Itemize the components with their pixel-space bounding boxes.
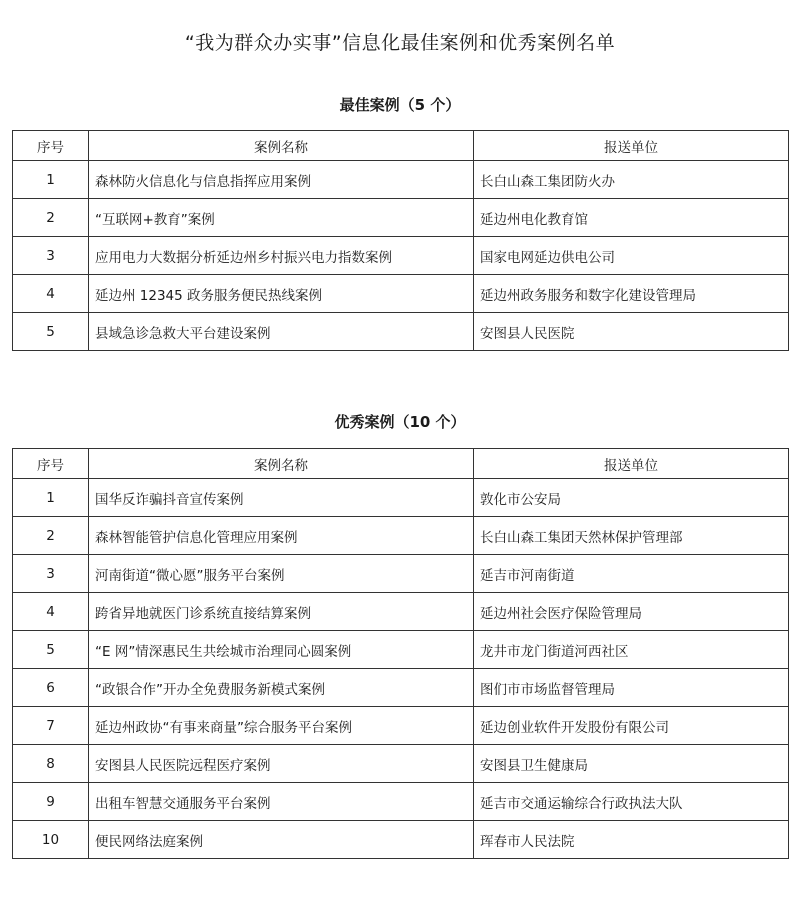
row-no: 6 bbox=[13, 669, 89, 707]
header-name: 案例名称 bbox=[89, 131, 474, 161]
row-no: 3 bbox=[13, 555, 89, 593]
table-row bbox=[13, 821, 789, 859]
table-row bbox=[13, 593, 789, 631]
table-row bbox=[13, 555, 789, 593]
row-unit: 长白山森工集团防火办 bbox=[474, 161, 789, 199]
row-unit: 延边州社会医疗保险管理局 bbox=[474, 593, 789, 631]
row-no: 3 bbox=[13, 237, 89, 275]
excellent-cases-heading: 优秀案例（10 个） bbox=[334, 413, 466, 431]
row-unit: 国家电网延边供电公司 bbox=[474, 237, 789, 275]
row-unit: 延吉市河南街道 bbox=[474, 555, 789, 593]
row-no: 2 bbox=[13, 517, 89, 555]
table-row bbox=[13, 745, 789, 783]
row-no: 5 bbox=[13, 313, 89, 351]
row-case-name: 跨省异地就医门诊系统直接结算案例 bbox=[89, 593, 474, 631]
row-case-name: 应用电力大数据分析延边州乡村振兴电力指数案例 bbox=[89, 237, 474, 275]
row-unit: 珲春市人民法院 bbox=[474, 821, 789, 859]
row-no: 2 bbox=[13, 199, 89, 237]
table-row bbox=[13, 669, 789, 707]
row-case-name: 延边州政协“有事来商量”综合服务平台案例 bbox=[89, 707, 474, 745]
header-no: 序号 bbox=[13, 131, 89, 161]
row-unit: 延边州政务服务和数字化建设管理局 bbox=[474, 275, 789, 313]
header-no: 序号 bbox=[13, 449, 89, 479]
table-row bbox=[13, 479, 789, 517]
row-case-name: 国华反诈骗抖音宣传案例 bbox=[89, 479, 474, 517]
row-case-name: 县域急诊急救大平台建设案例 bbox=[89, 313, 474, 351]
table-row bbox=[13, 313, 789, 351]
row-no: 4 bbox=[13, 275, 89, 313]
row-no: 8 bbox=[13, 745, 89, 783]
row-unit: 敦化市公安局 bbox=[474, 479, 789, 517]
row-case-name: 森林防火信息化与信息指挥应用案例 bbox=[89, 161, 474, 199]
table-row bbox=[13, 161, 789, 199]
table-header-row bbox=[13, 131, 789, 161]
row-unit: 延边创业软件开发股份有限公司 bbox=[474, 707, 789, 745]
row-case-name: 便民网络法庭案例 bbox=[89, 821, 474, 859]
row-case-name: 延边州 12345 政务服务便民热线案例 bbox=[89, 275, 474, 313]
table-header-row bbox=[13, 449, 789, 479]
row-case-name: “政银合作”开办全免费服务新模式案例 bbox=[89, 669, 474, 707]
table-row bbox=[13, 783, 789, 821]
row-no: 9 bbox=[13, 783, 89, 821]
header-unit: 报送单位 bbox=[474, 131, 789, 161]
row-case-name: “互联网+教育”案例 bbox=[89, 199, 474, 237]
excellent-cases-table bbox=[12, 448, 789, 859]
row-no: 4 bbox=[13, 593, 89, 631]
row-no: 10 bbox=[13, 821, 89, 859]
best-cases-heading: 最佳案例（5 个） bbox=[339, 96, 461, 114]
row-unit: 安图县卫生健康局 bbox=[474, 745, 789, 783]
row-no: 1 bbox=[13, 479, 89, 517]
row-no: 7 bbox=[13, 707, 89, 745]
row-case-name: 出租车智慧交通服务平台案例 bbox=[89, 783, 474, 821]
row-case-name: “E 网”情深惠民生共绘城市治理同心圆案例 bbox=[89, 631, 474, 669]
row-unit: 长白山森工集团天然林保护管理部 bbox=[474, 517, 789, 555]
row-unit: 龙井市龙门街道河西社区 bbox=[474, 631, 789, 669]
row-unit: 安图县人民医院 bbox=[474, 313, 789, 351]
row-unit: 延边州电化教育馆 bbox=[474, 199, 789, 237]
table-row bbox=[13, 237, 789, 275]
best-cases-table bbox=[12, 130, 789, 351]
table-row bbox=[13, 275, 789, 313]
row-case-name: 河南街道“微心愿”服务平台案例 bbox=[89, 555, 474, 593]
row-unit: 延吉市交通运输综合行政执法大队 bbox=[474, 783, 789, 821]
row-case-name: 森林智能管护信息化管理应用案例 bbox=[89, 517, 474, 555]
header-unit: 报送单位 bbox=[474, 449, 789, 479]
page-title: “我为群众办实事”信息化最佳案例和优秀案例名单 bbox=[184, 32, 616, 54]
table-row bbox=[13, 707, 789, 745]
header-name: 案例名称 bbox=[89, 449, 474, 479]
table-row bbox=[13, 631, 789, 669]
row-no: 5 bbox=[13, 631, 89, 669]
table-row bbox=[13, 199, 789, 237]
row-case-name: 安图县人民医院远程医疗案例 bbox=[89, 745, 474, 783]
row-no: 1 bbox=[13, 161, 89, 199]
row-unit: 图们市市场监督管理局 bbox=[474, 669, 789, 707]
table-row bbox=[13, 517, 789, 555]
